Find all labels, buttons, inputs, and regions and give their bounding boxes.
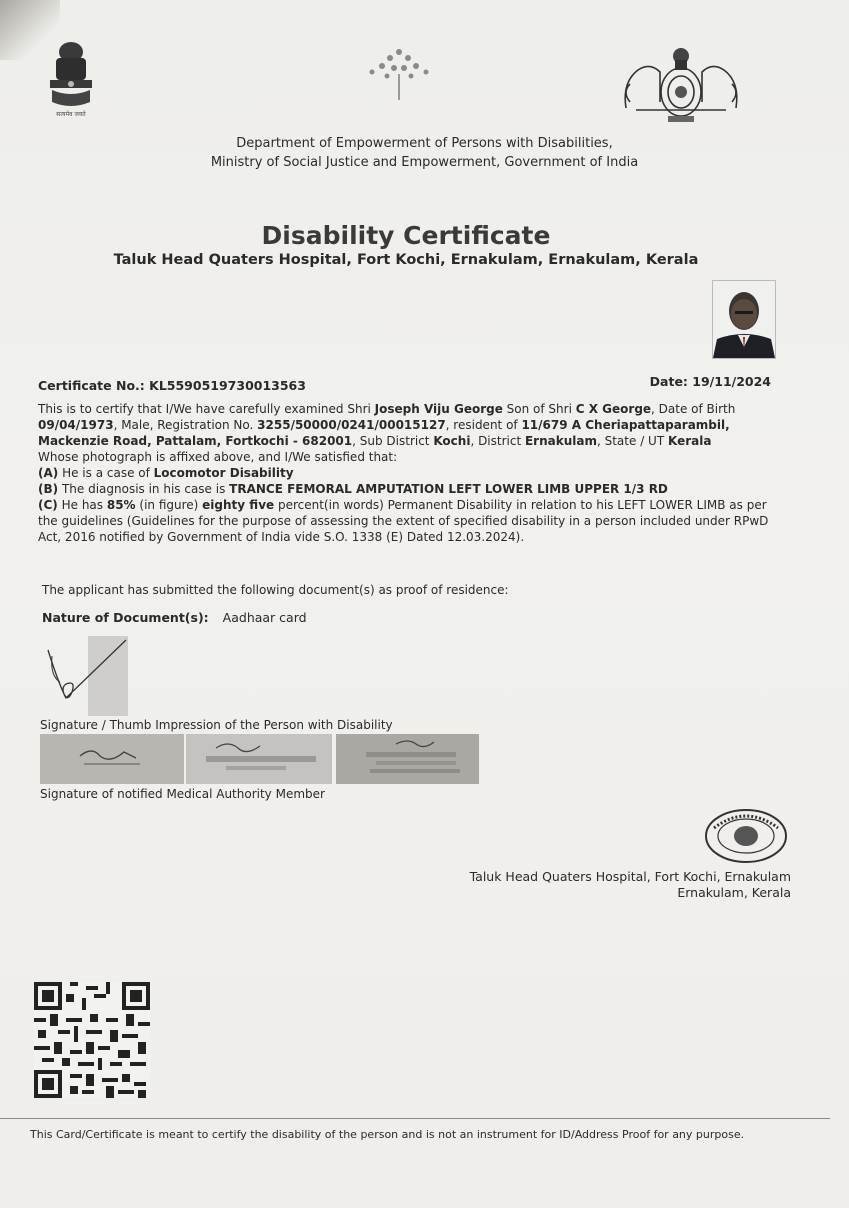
signature-stamp-icon: [336, 734, 479, 784]
disability-type: Locomotor Disability: [153, 466, 294, 480]
issue-date: [650, 374, 771, 389]
diagnosis: TRANCE FEMORAL AMPUTATION LEFT LOWER LIMB UPPER 1/3 RD: [229, 482, 668, 496]
proof-statement: The applicant has submitted the following document(s) as proof of residence:: [42, 583, 509, 597]
certificate-number: [38, 378, 306, 393]
text-segment: , Date of Birth: [651, 402, 736, 416]
text-segment: The diagnosis in his case is: [58, 482, 230, 496]
text-segment: percent(in words) Permanent Disability in relation to his LEFT LOWER LIMB as per the guidelines (Guidelines for the purpose of assessing the extent of specified disability in a person included under RPwD Act, 2016 notified by Government of India vide S.O. 1338 (E) Dated 12.03.2024).: [38, 498, 769, 544]
certificate-number-label: Certificate No.:: [38, 378, 150, 393]
disability-percent: 85%: [106, 498, 136, 512]
issuer-line-1: Taluk Head Quaters Hospital, Fort Kochi, Ernakulam: [469, 869, 791, 884]
clause-b-label: (B): [38, 482, 59, 496]
text-segment: This is to certify that I/We have carefully examined Shri: [38, 402, 375, 416]
nature-value: Aadhaar card: [222, 610, 307, 625]
state: Kerala: [667, 434, 712, 448]
person-signature-image: [42, 636, 130, 718]
signature-scribble-icon: [40, 734, 184, 784]
department-heading: [0, 134, 849, 172]
nature-of-document: [42, 610, 307, 625]
certificate-title: Disability Certificate: [261, 221, 551, 250]
district: Ernakulam: [524, 434, 597, 448]
date-label: Date:: [649, 374, 693, 389]
clause-a-label: (A): [38, 466, 59, 480]
text-segment: , Male, Registration No.: [113, 418, 258, 432]
emblem-caption: सत्यमेव जयते: [56, 111, 86, 118]
date-value: 19/11/2024: [692, 374, 771, 389]
registration-number: 3255/50000/0241/00015127: [257, 418, 446, 432]
footer-divider: [0, 1118, 830, 1119]
signature-stamp-icon: [186, 734, 332, 784]
residential-address: 11/679 A Cheriapattaparambil, Mackenzie Road, Pattalam, Fortkochi - 682001: [38, 418, 730, 448]
qr-code-icon: [34, 982, 150, 1098]
certificate-number-value: KL5590519730013563: [149, 378, 306, 393]
authority-signature-1: [40, 734, 184, 784]
issuer-line-2: Ernakulam, Kerala: [677, 885, 791, 900]
text-segment: , State / UT: [596, 434, 668, 448]
department-line-2: Ministry of Social Justice and Empowerment, Government of India: [210, 155, 639, 170]
nature-label: Nature of Document(s):: [42, 610, 209, 625]
issuer-address: [470, 869, 791, 901]
text-segment: He is a case of: [58, 466, 154, 480]
national-emblem-icon: [44, 38, 98, 120]
kerala-emblem-icon: [616, 42, 746, 130]
authority-signature-3: [336, 734, 479, 784]
sub-district: Kochi: [433, 434, 471, 448]
disability-percent-words: eighty five: [202, 498, 275, 512]
applicant-name: Joseph Viju George: [374, 402, 503, 416]
text-segment: Son of Shri: [502, 402, 576, 416]
text-segment: , resident of: [445, 418, 522, 432]
clause-c-label: (C): [38, 498, 58, 512]
hospital-seal-icon: [704, 808, 788, 864]
applicant-photo: [712, 280, 776, 359]
authority-signature-2: [186, 734, 332, 784]
footer-disclaimer: This Card/Certificate is meant to certify the disability of the person and is not an instrument for ID/Address Proof for any purpose.: [30, 1128, 745, 1141]
date-of-birth: 09/04/1973: [38, 418, 114, 432]
text-segment: (in figure): [135, 498, 203, 512]
person-signature-label: Signature / Thumb Impression of the Person with Disability: [40, 718, 393, 732]
hospital-name: Taluk Head Quaters Hospital, Fort Kochi, Ernakulam, Ernakulam, Kerala: [113, 252, 699, 268]
text-segment: , Sub District: [352, 434, 434, 448]
text-segment: , District: [470, 434, 525, 448]
text-segment: He has: [57, 498, 107, 512]
certification-statement: [38, 401, 783, 545]
father-name: C X George: [575, 402, 652, 416]
text-segment: Whose photograph is affixed above, and I/We satisfied that:: [38, 450, 398, 464]
department-logo-icon: [362, 44, 436, 106]
authority-signature-label: Signature of notified Medical Authority Member: [40, 787, 325, 801]
person-photo-icon: [713, 281, 775, 358]
department-line-1: Department of Empowerment of Persons with Disabilities,: [236, 136, 613, 151]
